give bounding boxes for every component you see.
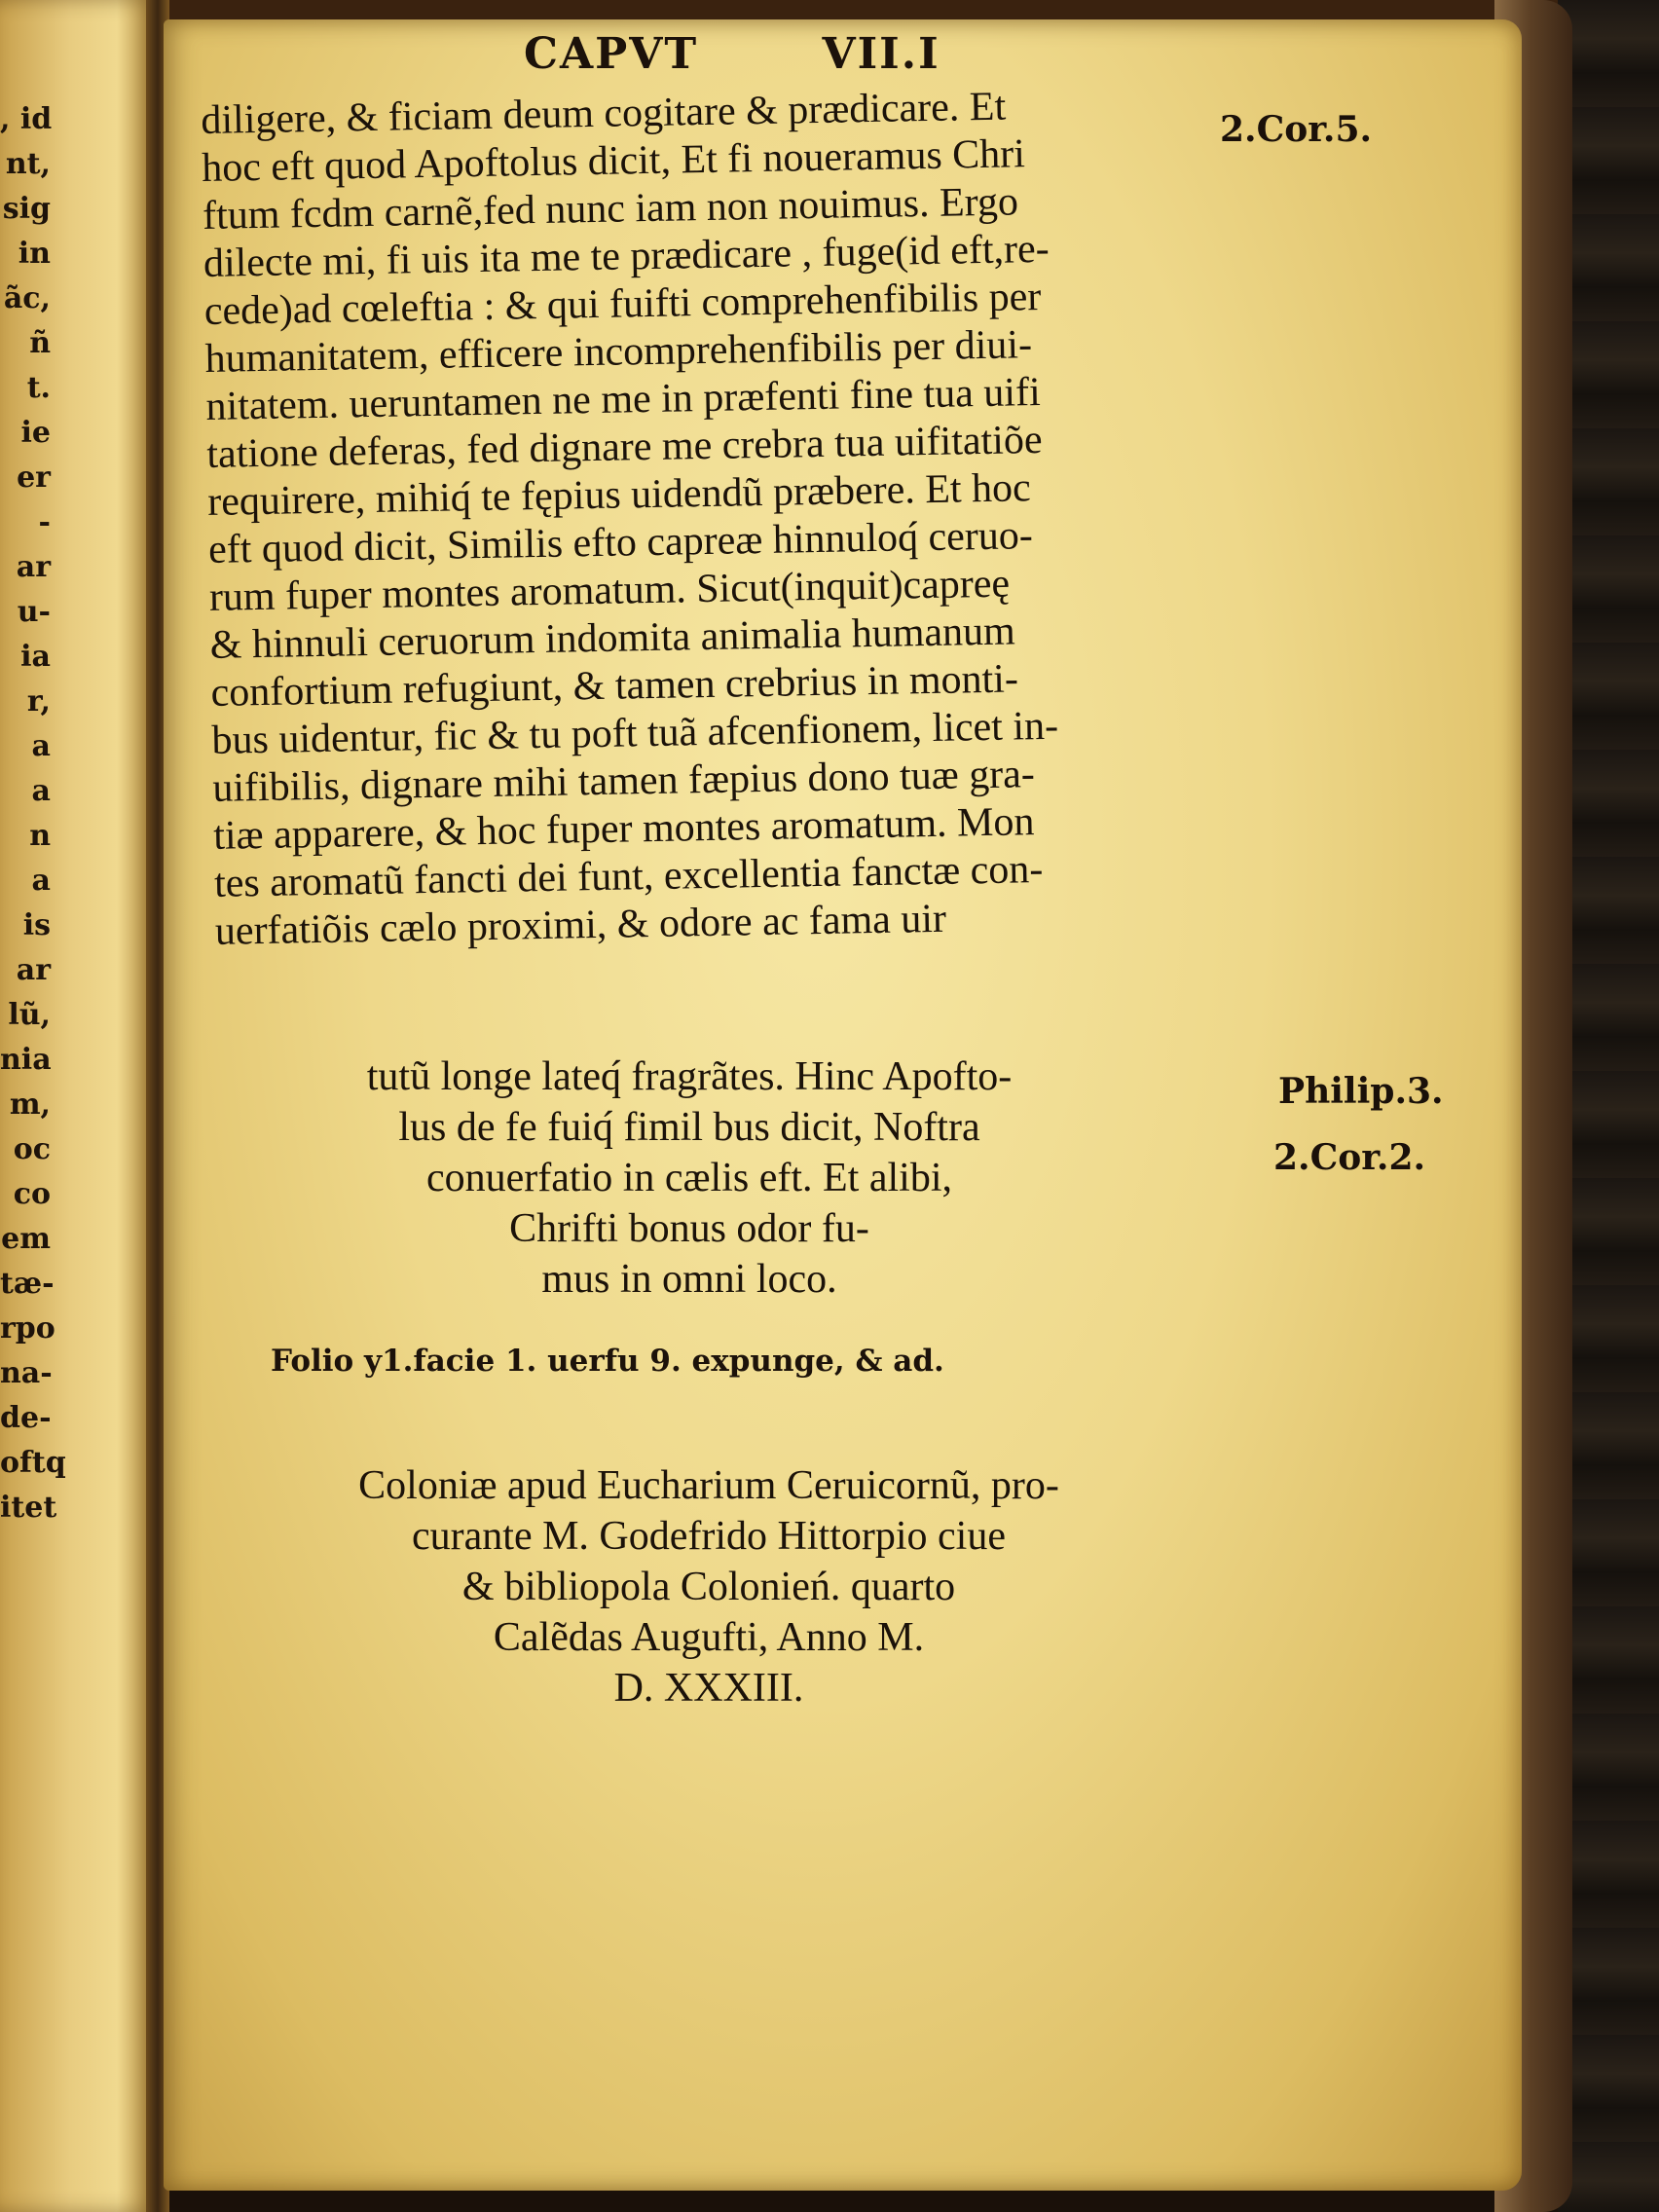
left-fragment [0,1530,51,1575]
text-line: & hinnuli ceruorum indomita animalia humanum [209,608,1016,668]
header-chapter-number: VII.I [822,29,940,79]
left-fragment: tæ- [0,1267,55,1301]
left-fragment: ar [16,953,51,987]
left-fragment: sig [2,192,51,226]
left-fragment: ar [16,550,51,584]
text-line: uifibilis, dignare mihi tamen fæpius dono tuæ gra- [211,752,1036,811]
left-fragment: oc [13,1132,51,1166]
left-fragment: itet [0,1491,57,1525]
left-fragment: oftq [0,1446,66,1480]
left-fragment: in [18,237,51,271]
background-wood [1558,0,1659,2212]
colophon-line: Coloniæ apud Eucharium Ceruicornũ, pro- [358,1463,1059,1508]
text-line: hoc eft quod Apoftolus dicit, Et fi noueramus Chri [201,131,1026,191]
tapered-text-block [300,1051,1079,1305]
colophon-line: & bibliopola Colonień. quarto [461,1565,956,1609]
left-fragment: ñ [29,326,51,360]
left-fragment: - [38,505,51,539]
text-line: tes aromatũ fancti dei funt, excellentia fanctæ con- [213,847,1044,906]
left-fragment: em [1,1222,51,1256]
text-line: nitatem. ueruntamen ne me in præfenti fine tua uifi [205,369,1042,429]
text-line: humanitatem, efficere incomprehenfibilis per diui- [204,322,1033,382]
text-line: dilecte mi, fi uis ita me te prædicare , fuge(id eft,re- [203,226,1051,286]
text-line: lus de fe fuiq́ fimil bus dicit, Noftra [398,1105,980,1150]
text-line: tiæ apparere, & hoc fuper montes aromatum. Mon [212,799,1035,859]
text-line: eft quod dicit, Similis efto capreæ hinnuloq́ ceruo- [207,513,1034,572]
text-line: tutũ longe lateq́ fragrãtes. Hinc Apofto- [366,1054,1013,1099]
main-text-block [201,78,1306,955]
text-line: Chrifti bonus odor fu- [509,1206,869,1251]
left-page-text-fragments [0,97,66,1575]
text-line: diligere, & ficiam deum cogitare & prædicare. Et [201,84,1007,143]
colophon-line: D. XXXIII. [613,1666,804,1711]
left-fragment: na- [0,1356,53,1390]
left-fragment: a [31,774,51,808]
colophon-line: Calẽdas Augufti, Anno M. [493,1615,925,1660]
left-fragment: a [31,864,51,898]
margin-note-2-cor-5: 2.Cor.5. [1220,109,1373,150]
left-fragment: ia [20,640,51,674]
left-fragment: is [22,908,51,942]
left-fragment: nia [0,1043,52,1077]
text-line: uerfatiõis cælo proximi, & odore ac fama uir [214,896,947,954]
text-line: conuerfatio in cælis eft. Et alibi, [425,1156,952,1200]
text-line: confortium refugiunt, & tamen crebrius in monti- [210,656,1019,716]
text-line: bus uidentur, fic & tu poft tuã afcenfionem, licet in- [211,703,1059,763]
left-fragment: de- [0,1401,52,1435]
left-fragment: co [13,1177,51,1211]
left-fragment: m, [9,1088,51,1122]
left-fragment: r, [26,684,51,719]
left-fragment: n [29,819,51,853]
left-page [0,0,156,2212]
text-line: rum fuper montes aromatum. Sicut(inquit)capreę [208,561,1011,620]
text-line: ftum fcdm carnẽ,fed nunc iam non nouimus. Ergo [202,179,1019,239]
text-line: requirere, mihiq́ te fępius uidendũ præbere. Et hoc [206,465,1032,525]
text-line: tatione deferas, fed dignare me crebra tua uifitatiõe [206,417,1043,477]
left-fragment: , id [0,102,53,136]
margin-note-philip-3: Philip.3. [1278,1071,1444,1112]
colophon [203,1460,1215,1714]
header-caput: CAPVT [524,29,699,79]
left-fragment: er [17,461,51,495]
left-fragment: rpo [0,1311,55,1346]
right-page [164,19,1522,2191]
left-fragment: ie [20,416,51,450]
left-fragment: ãc, [3,281,51,315]
errata-note: Folio y1.facie 1. uerfu 9. expunge, & ad. [271,1344,944,1379]
left-fragment: a [31,729,51,763]
margin-note-2-cor-2: 2.Cor.2. [1273,1137,1426,1178]
text-line: cede)ad cœleftia : & qui fuifti comprehenfibilis per [203,274,1042,334]
left-fragment: lũ, [8,998,51,1032]
running-header [524,29,940,79]
left-fragment: t. [26,371,51,405]
colophon-line: curante M. Godefrido Hittorpio ciue [412,1514,1006,1559]
text-line: mus in omni loco. [541,1257,837,1302]
left-fragment: nt, [5,147,51,181]
left-fragment: u- [17,595,51,629]
